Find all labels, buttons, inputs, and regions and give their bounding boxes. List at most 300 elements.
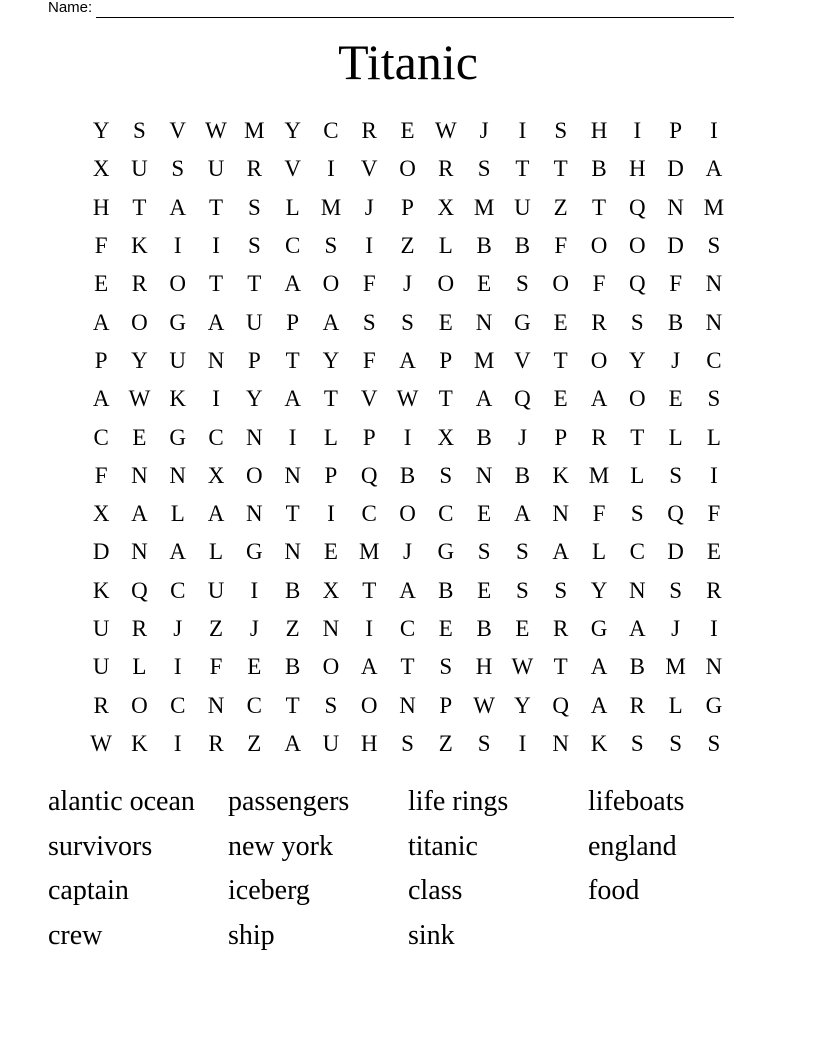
grid-letter: K <box>552 462 570 488</box>
grid-letter: S <box>247 233 261 259</box>
grid-letter: Z <box>209 616 224 641</box>
grid-letter: J <box>403 539 412 565</box>
grid-letter: A <box>207 501 225 527</box>
grid-letter: W <box>205 118 227 144</box>
grid-row <box>82 303 733 341</box>
grid-letter: Y <box>628 347 646 373</box>
grid-letter: C <box>246 692 262 718</box>
grid-letter: E <box>438 616 453 641</box>
grid-letter: E <box>247 654 262 680</box>
grid-letter: O <box>590 347 608 373</box>
grid-letter: B <box>476 424 492 450</box>
grid-row <box>82 189 733 227</box>
grid-letter: C <box>170 577 186 603</box>
word-list-item: survivors <box>48 830 153 862</box>
grid-letter: O <box>360 692 378 718</box>
grid-letter: W <box>90 730 112 756</box>
grid-letter: F <box>94 233 108 259</box>
grid-letter: K <box>92 577 110 603</box>
grid-row <box>82 227 733 265</box>
grid-letter: T <box>209 194 224 220</box>
grid-letter: N <box>705 271 723 297</box>
grid-row <box>82 648 733 686</box>
word-list-item: passengers <box>228 786 350 817</box>
grid-letter: R <box>131 616 148 641</box>
word-list-item: new york <box>228 830 333 862</box>
grid-letter: E <box>553 309 568 335</box>
page-title: Titanic <box>338 34 478 90</box>
grid-letter: J <box>671 347 681 373</box>
grid-letter: N <box>207 347 225 373</box>
grid-letter: C <box>323 118 339 144</box>
grid-letter: L <box>323 424 338 450</box>
grid-letter: M <box>320 194 342 220</box>
grid-letter: L <box>630 462 645 488</box>
grid-letter: W <box>434 118 457 144</box>
grid-letter: N <box>246 501 263 527</box>
grid-letter: T <box>285 347 300 373</box>
grid-row <box>82 457 733 495</box>
grid-row <box>82 418 733 456</box>
grid-letter: S <box>171 156 185 182</box>
grid-letter: M <box>244 118 265 144</box>
grid-letter: E <box>706 539 721 565</box>
grid-row <box>82 265 733 303</box>
grid-letter: I <box>250 577 259 603</box>
grid-letter: A <box>284 271 301 297</box>
grid-letter: T <box>323 386 338 412</box>
grid-letter: C <box>361 501 377 527</box>
grid-letter: G <box>169 424 187 450</box>
grid-letter: C <box>629 539 645 565</box>
grid-letter: U <box>514 194 531 220</box>
grid-letter: N <box>131 539 148 565</box>
grid-letter: A <box>590 654 608 680</box>
grid-letter: R <box>246 156 262 182</box>
grid-letter: S <box>477 539 491 565</box>
grid-row <box>82 610 733 648</box>
grid-letter: A <box>92 386 110 412</box>
grid-letter: A <box>207 309 225 335</box>
grid-letter: A <box>322 309 340 335</box>
grid-letter: R <box>591 309 607 335</box>
word-list-item: food <box>588 875 640 907</box>
grid-letter: Q <box>360 462 378 488</box>
grid-letter: S <box>477 730 491 756</box>
grid-letter: S <box>630 501 644 527</box>
grid-letter: T <box>553 347 568 373</box>
grid-letter: S <box>516 271 529 297</box>
grid-letter: I <box>518 118 527 144</box>
grid-letter: P <box>324 462 338 488</box>
grid-letter: S <box>133 118 146 144</box>
grid-letter: U <box>207 577 225 603</box>
grid-letter: A <box>169 194 187 220</box>
grid-letter: I <box>173 730 182 756</box>
grid-letter: S <box>439 462 453 488</box>
grid-letter: M <box>359 539 380 565</box>
grid-letter: R <box>629 692 645 718</box>
grid-letter: N <box>552 730 570 756</box>
grid-row <box>82 533 733 571</box>
grid-letter: K <box>169 386 187 412</box>
name-field <box>48 0 734 18</box>
name-line <box>96 2 734 18</box>
grid-letter: C <box>706 347 722 373</box>
grid-letter: W <box>128 386 151 412</box>
grid-letter: W <box>473 692 495 718</box>
grid-letter: O <box>590 233 608 259</box>
grid-letter: D <box>667 233 684 259</box>
grid-letter: P <box>669 118 682 144</box>
word-list-item: lifeboats <box>588 786 685 817</box>
grid-letter: F <box>94 462 108 488</box>
grid-letter: I <box>288 424 297 450</box>
grid-letter: O <box>246 462 263 488</box>
grid-letter: U <box>131 156 148 182</box>
grid-letter: I <box>710 118 718 144</box>
grid-letter: N <box>705 654 723 680</box>
grid-letter: B <box>476 233 492 259</box>
grid-letter: I <box>365 233 374 259</box>
grid-letter: W <box>396 386 419 412</box>
grid-letter: D <box>667 156 684 182</box>
grid-letter: B <box>667 309 684 335</box>
grid-letter: O <box>131 692 148 718</box>
grid-letter: P <box>401 194 414 220</box>
grid-letter: J <box>517 424 527 450</box>
grid-letter: T <box>285 692 300 718</box>
grid-letter: N <box>322 616 340 641</box>
grid-letter: Y <box>590 577 608 603</box>
grid-letter: L <box>285 194 300 220</box>
grid-letter: R <box>93 692 109 718</box>
grid-letter: F <box>209 654 223 680</box>
grid-letter: B <box>438 577 454 603</box>
grid-letter: A <box>284 730 301 756</box>
grid-letter: I <box>327 501 335 527</box>
grid-letter: F <box>592 501 606 527</box>
grid-letter: L <box>438 233 453 259</box>
grid-letter: E <box>477 271 492 297</box>
grid-letter: Z <box>285 616 300 641</box>
grid-letter: X <box>207 462 225 488</box>
grid-letter: A <box>514 501 531 527</box>
grid-letter: H <box>360 730 378 756</box>
grid-letter: V <box>284 156 301 182</box>
grid-letter: E <box>515 616 530 641</box>
grid-letter: A <box>360 654 378 680</box>
grid-row <box>82 380 733 418</box>
grid-letter: P <box>362 424 376 450</box>
grid-letter: C <box>284 233 301 259</box>
grid-letter: Z <box>400 233 415 259</box>
grid-letter: L <box>209 539 224 565</box>
grid-letter: R <box>131 271 148 297</box>
grid-letter: Q <box>131 577 148 603</box>
grid-letter: O <box>322 271 340 297</box>
grid-letter: A <box>475 386 493 412</box>
grid-letter: I <box>327 156 335 182</box>
grid-letter: L <box>170 501 185 527</box>
grid-letter: L <box>591 539 607 565</box>
grid-letter: A <box>705 156 723 182</box>
grid-letter: V <box>360 156 378 182</box>
grid-letter: T <box>132 194 147 220</box>
grid-letter: N <box>475 309 493 335</box>
grid-letter: C <box>208 424 224 450</box>
grid-letter: S <box>554 118 568 144</box>
grid-row <box>82 112 733 150</box>
grid-letter: N <box>284 539 301 565</box>
grid-letter: G <box>705 692 723 718</box>
grid-letter: O <box>628 233 646 259</box>
grid-letter: F <box>362 347 376 373</box>
grid-letter: H <box>628 156 646 182</box>
grid-letter: Z <box>553 194 568 220</box>
grid-letter: S <box>362 309 376 335</box>
grid-letter: I <box>710 462 718 488</box>
word-list-item: sink <box>408 919 455 951</box>
grid-letter: E <box>400 118 415 144</box>
grid-letter: N <box>131 462 148 488</box>
grid-letter: I <box>710 616 718 641</box>
grid-letter: Q <box>514 386 531 412</box>
grid-letter: F <box>669 271 682 297</box>
grid-letter: I <box>212 233 220 259</box>
grid-letter: Y <box>246 386 263 412</box>
grid-letter: L <box>668 424 683 450</box>
grid-letter: E <box>94 271 109 297</box>
grid-letter: S <box>707 730 721 756</box>
grid-letter: S <box>477 156 491 182</box>
grid-letter: M <box>665 654 686 680</box>
grid-letter: M <box>703 194 725 220</box>
grid-letter: S <box>247 194 261 220</box>
grid-letter: P <box>439 692 453 718</box>
word-list-item: crew <box>48 919 103 951</box>
grid-letter: G <box>437 539 455 565</box>
grid-letter: K <box>131 233 148 259</box>
grid-letter: V <box>514 347 531 373</box>
grid-row <box>82 725 733 763</box>
grid-letter: S <box>401 309 414 335</box>
grid-letter: J <box>403 271 412 297</box>
grid-letter: S <box>324 692 338 718</box>
grid-letter: W <box>511 654 534 680</box>
grid-letter: O <box>169 271 187 297</box>
grid-letter: R <box>208 730 224 756</box>
grid-letter: O <box>399 501 416 527</box>
grid-letter: S <box>516 539 529 565</box>
grid-letter: O <box>628 386 646 412</box>
grid-letter: J <box>173 616 183 641</box>
grid-letter: Q <box>628 271 646 297</box>
grid-letter: T <box>362 577 377 603</box>
grid-letter: E <box>668 386 683 412</box>
grid-row <box>82 495 733 533</box>
grid-letter: C <box>170 692 186 718</box>
grid-letter: X <box>92 501 110 527</box>
grid-letter: N <box>246 424 263 450</box>
word-list-item: ship <box>228 919 275 951</box>
grid-letter: P <box>439 347 453 373</box>
grid-letter: F <box>707 501 721 527</box>
grid-letter: T <box>438 386 453 412</box>
grid-letter: V <box>360 386 378 412</box>
grid-letter: H <box>92 194 110 220</box>
grid-letter: M <box>473 347 495 373</box>
grid-letter: U <box>169 347 187 373</box>
grid-letter: O <box>437 271 455 297</box>
grid-letter: X <box>437 424 455 450</box>
grid-letter: Y <box>92 118 110 144</box>
grid-letter: P <box>554 424 568 450</box>
grid-letter: M <box>473 194 495 220</box>
grid-letter: I <box>633 118 642 144</box>
word-list-item: life rings <box>408 786 509 817</box>
grid-letter: L <box>706 424 721 450</box>
grid-letter: S <box>707 386 721 412</box>
grid-letter: K <box>131 730 148 756</box>
grid-letter: A <box>131 501 148 527</box>
grid-letter: S <box>516 577 529 603</box>
grid-letter: O <box>399 156 416 182</box>
grid-letter: R <box>553 616 569 641</box>
grid-letter: F <box>592 271 606 297</box>
grid-letter: L <box>132 654 147 680</box>
grid-letter: B <box>514 233 531 259</box>
grid-letter: G <box>514 309 531 335</box>
grid-letter: A <box>399 347 416 373</box>
word-list <box>48 782 768 960</box>
word-list-item: class <box>408 875 463 907</box>
grid-row <box>82 342 733 380</box>
grid-letter: E <box>323 539 338 565</box>
grid-letter: N <box>705 309 723 335</box>
grid-letter: X <box>322 577 340 603</box>
grid-letter: S <box>669 462 682 488</box>
grid-letter: N <box>628 577 646 603</box>
grid-letter: Y <box>284 118 301 144</box>
grid-letter: B <box>284 577 301 603</box>
grid-letter: U <box>322 730 340 756</box>
grid-letter: S <box>401 730 414 756</box>
grid-letter: G <box>169 309 187 335</box>
grid-letter: I <box>212 386 220 412</box>
grid-letter: E <box>477 577 492 603</box>
grid-letter: S <box>669 730 682 756</box>
grid-row <box>82 686 733 724</box>
grid-letter: Q <box>552 692 570 718</box>
grid-letter: J <box>249 616 259 641</box>
grid-letter: N <box>169 462 187 488</box>
grid-letter: E <box>438 309 453 335</box>
grid-letter: A <box>552 539 570 565</box>
word-list-item: iceberg <box>228 875 310 907</box>
grid-letter: S <box>669 577 682 603</box>
grid-letter: O <box>131 309 148 335</box>
grid-letter: Q <box>667 501 684 527</box>
grid-letter: U <box>92 654 110 680</box>
grid-letter: V <box>169 118 187 144</box>
grid-letter: T <box>553 156 568 182</box>
name-label: Name: <box>48 0 93 16</box>
grid-letter: R <box>591 424 607 450</box>
grid-letter: H <box>590 118 608 144</box>
grid-letter: P <box>94 347 108 373</box>
grid-letter: S <box>630 730 644 756</box>
grid-letter: G <box>246 539 263 565</box>
grid-letter: E <box>553 386 568 412</box>
grid-letter: L <box>668 692 683 718</box>
grid-letter: S <box>707 233 721 259</box>
grid-letter: S <box>324 233 338 259</box>
grid-letter: C <box>93 424 109 450</box>
grid-letter: A <box>284 386 301 412</box>
grid-letter: J <box>364 194 374 220</box>
grid-letter: R <box>706 577 722 603</box>
grid-letter: N <box>667 194 684 220</box>
grid-letter: H <box>475 654 493 680</box>
grid-letter: Z <box>247 730 262 756</box>
grid-letter: B <box>284 654 301 680</box>
grid-letter: Y <box>322 347 340 373</box>
grid-row <box>82 572 733 610</box>
grid-letter: O <box>552 271 570 297</box>
grid-letter: B <box>591 156 607 182</box>
grid-letter: T <box>400 654 415 680</box>
grid-letter: N <box>552 501 570 527</box>
grid-letter: I <box>403 424 412 450</box>
grid-letter: B <box>629 654 645 680</box>
grid-letter: M <box>588 462 610 488</box>
grid-letter: A <box>628 616 646 641</box>
grid-letter: D <box>92 539 110 565</box>
grid-letter: T <box>591 194 607 220</box>
grid-letter: F <box>362 271 376 297</box>
grid-letter: Z <box>438 730 453 756</box>
grid-letter: S <box>439 654 453 680</box>
grid-letter: U <box>207 156 225 182</box>
word-list-item: titanic <box>408 830 478 862</box>
grid-letter: G <box>590 616 608 641</box>
grid-letter: B <box>399 462 416 488</box>
grid-letter: B <box>514 462 531 488</box>
letter-grid <box>82 112 733 763</box>
grid-letter: Y <box>131 347 148 373</box>
grid-letter: F <box>554 233 568 259</box>
grid-letter: X <box>92 156 110 182</box>
grid-letter: D <box>667 539 684 565</box>
word-list-item: captain <box>48 875 129 907</box>
grid-letter: O <box>322 654 340 680</box>
grid-letter: U <box>246 309 263 335</box>
grid-letter: J <box>671 616 681 641</box>
grid-letter: I <box>173 654 182 680</box>
grid-letter: A <box>169 539 187 565</box>
grid-letter: P <box>286 309 300 335</box>
grid-letter: X <box>437 194 455 220</box>
grid-letter: C <box>399 616 416 641</box>
grid-letter: C <box>438 501 454 527</box>
grid-letter: B <box>476 616 492 641</box>
grid-letter: N <box>284 462 301 488</box>
grid-letter: I <box>365 616 374 641</box>
grid-letter: T <box>209 271 224 297</box>
grid-letter: U <box>92 616 110 641</box>
grid-letter: R <box>361 118 377 144</box>
